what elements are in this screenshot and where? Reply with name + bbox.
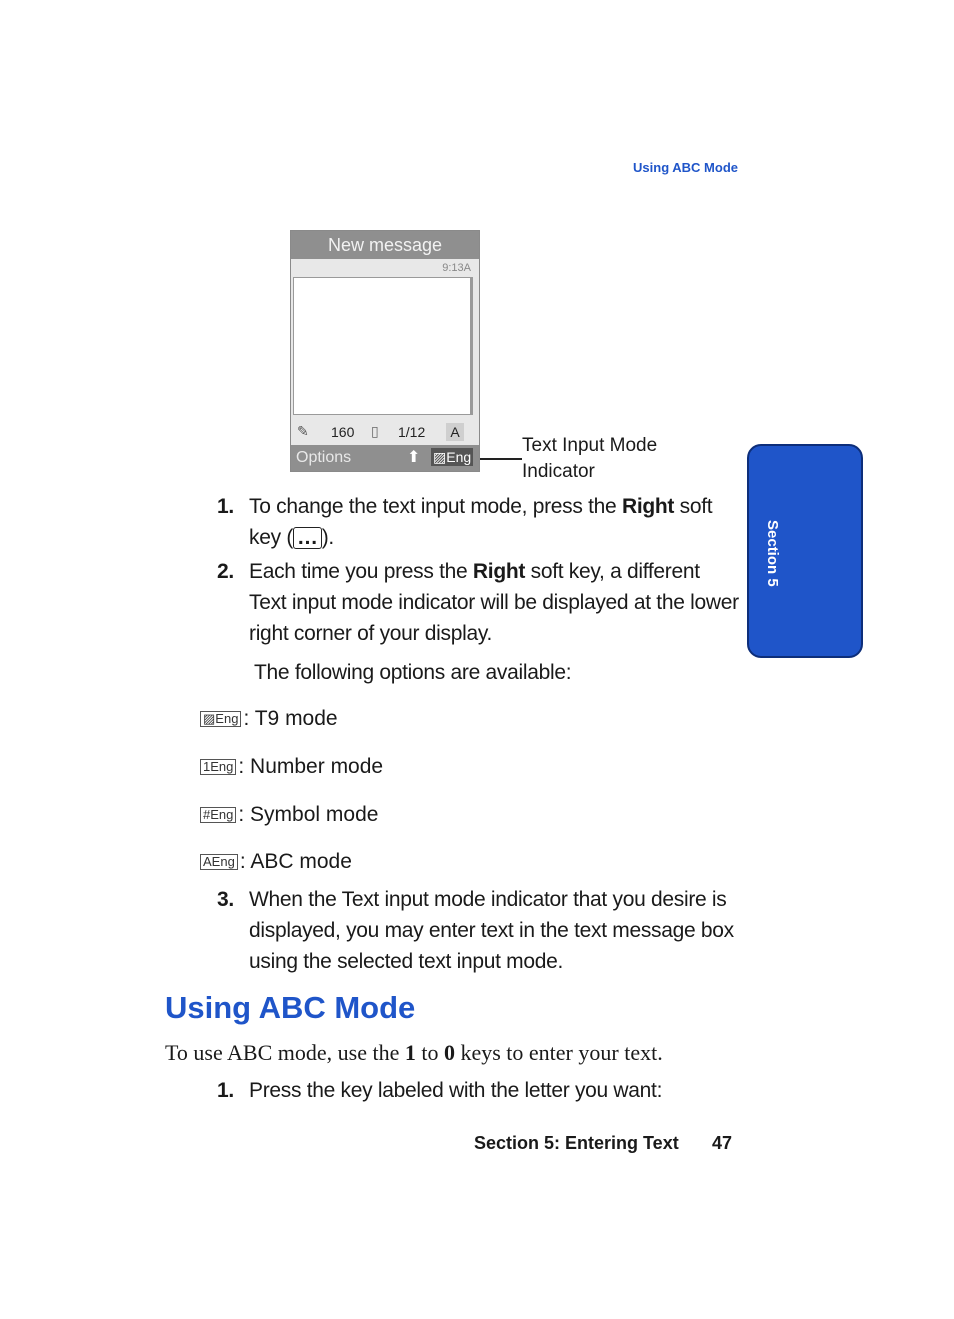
mode-letter: A [446, 423, 464, 441]
mode-indicator: ▨Eng [433, 449, 472, 465]
intro-text: To use ABC mode, use the 1 to 0 keys to enter your text. [165, 1040, 663, 1065]
t9-mode-icon: ▨Eng [200, 711, 241, 727]
mode-t9: ▨Eng : T9 mode [200, 705, 338, 733]
phone-screen [290, 230, 480, 472]
mode-symbol: #Eng : Symbol mode [200, 801, 378, 829]
phone-time: 9:13A [442, 262, 471, 274]
page-icon: ▯ [371, 423, 379, 439]
footer-title: Section 5: Entering Text [474, 1133, 679, 1153]
upload-arrow-icon: ⬆ [407, 449, 421, 466]
phone-title: New message [291, 231, 479, 259]
number-mode-icon: 1Eng [200, 759, 236, 775]
pencil-icon: ✎ [297, 423, 309, 439]
char-count: 160 [331, 424, 355, 440]
mode-number: 1Eng : Number mode [200, 753, 383, 781]
right-softkey-icon: … [293, 527, 322, 549]
symbol-mode-icon: #Eng [200, 807, 236, 823]
phone-status-bar [291, 419, 479, 445]
callout-line [480, 458, 522, 460]
options-intro: The following options are available: [254, 661, 572, 684]
options-softkey: Options [296, 449, 352, 466]
abc-mode-icon: AEng [200, 854, 238, 870]
message-box [293, 277, 473, 415]
callout-label: Text Input Mode Indicator [522, 435, 658, 482]
running-head: Using ABC Mode [633, 160, 738, 175]
page-count: 1/12 [398, 424, 426, 440]
page-number: 47 [712, 1133, 733, 1153]
section-tab-label: Section 5 [764, 520, 781, 587]
soft-key-bar [291, 445, 479, 471]
section-heading: Using ABC Mode [165, 990, 416, 1025]
mode-abc: AEng : ABC mode [200, 848, 352, 876]
